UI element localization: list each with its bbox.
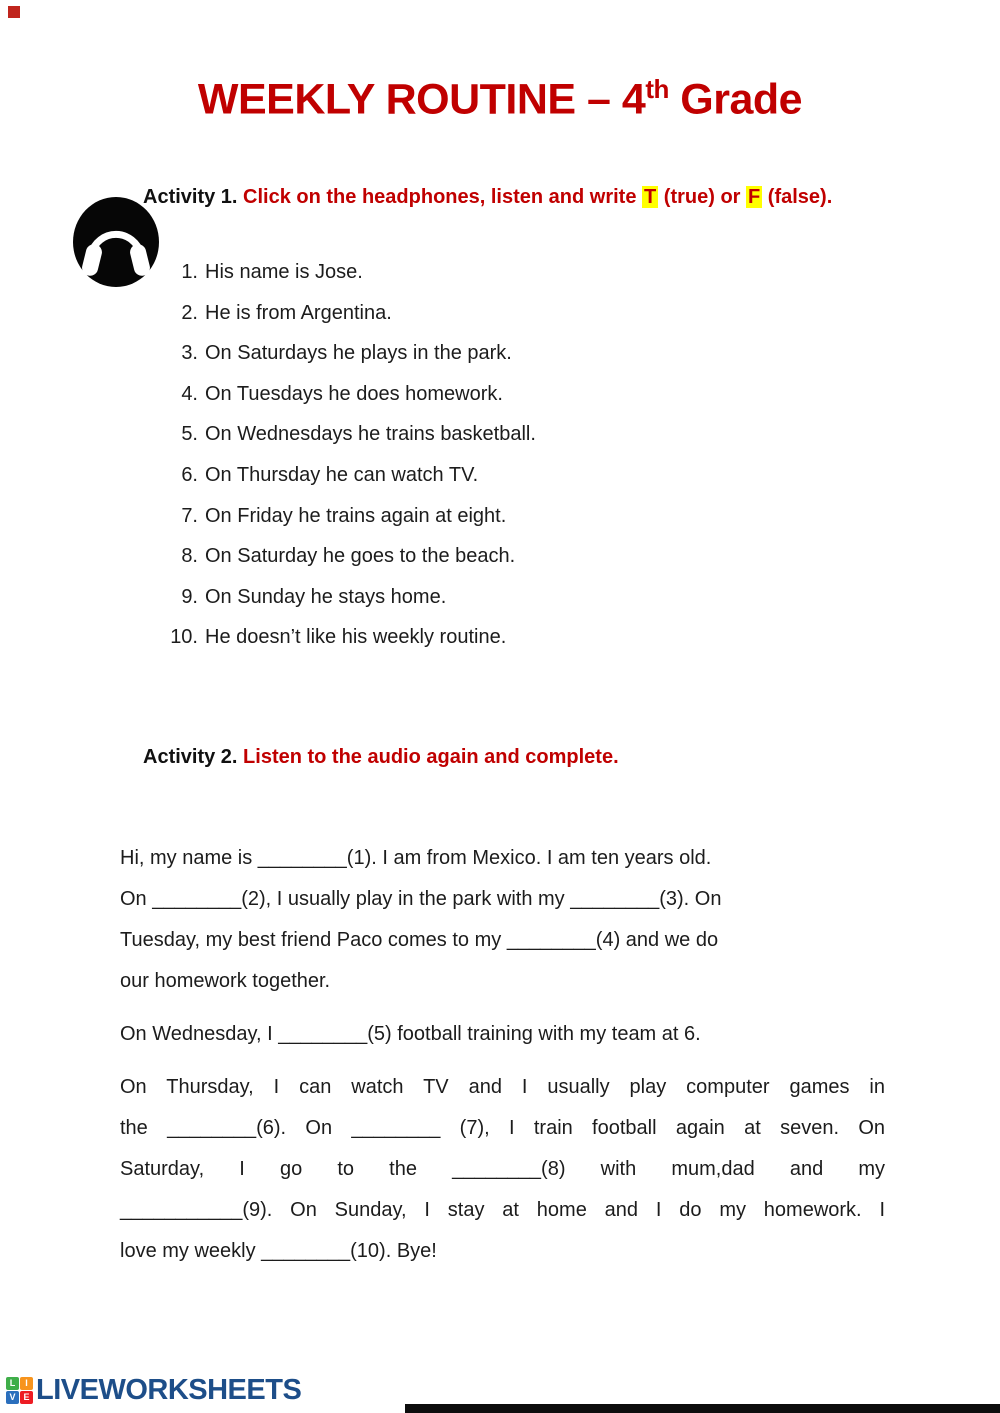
statement-number: 6. bbox=[181, 463, 198, 486]
logo-cube-i: I bbox=[20, 1377, 33, 1390]
statement-number: 1. bbox=[181, 261, 198, 283]
statement-text: On Saturdays he plays in the park. bbox=[205, 342, 512, 365]
true-letter-highlight: T bbox=[644, 186, 657, 208]
paragraph-2 bbox=[120, 1014, 885, 1055]
text-line: the ________(6). On ________ (7), I train football again at seven. On bbox=[120, 1117, 885, 1139]
statement-number: 4. bbox=[181, 382, 198, 405]
text-line: our homework together. bbox=[120, 970, 331, 992]
text-line: On Wednesday, I ________(5) football training with my team at 6. bbox=[120, 1023, 701, 1045]
title-text: WEEKLY ROUTINE – 4 bbox=[197, 75, 646, 124]
headphones-icon[interactable] bbox=[72, 196, 160, 288]
statement-text: His name is Jose. bbox=[205, 261, 363, 283]
statement-text: On Saturday he goes to the beach. bbox=[205, 545, 516, 568]
paragraph-1 bbox=[120, 838, 885, 1002]
statement-row bbox=[160, 455, 536, 496]
statement-row bbox=[160, 333, 536, 374]
paragraph-3 bbox=[120, 1067, 885, 1272]
bottom-bar bbox=[405, 1404, 1000, 1413]
activity1-instruction-post: (false). bbox=[762, 186, 833, 208]
statement-row bbox=[160, 252, 536, 293]
page-title bbox=[0, 74, 1000, 124]
liveworksheets-logo[interactable] bbox=[6, 1374, 301, 1407]
statement-text: On Tuesdays he does homework. bbox=[205, 382, 503, 405]
text-line: ___________(9). On Sunday, I stay at home and I do my homework. I bbox=[120, 1199, 885, 1221]
statement-row bbox=[160, 293, 536, 334]
statement-row bbox=[160, 496, 536, 537]
statement-text: He doesn’t like his weekly routine. bbox=[205, 626, 507, 649]
logo-cubes-icon bbox=[6, 1377, 33, 1404]
footer bbox=[6, 1374, 301, 1407]
activity1-instruction-mid: (true) or bbox=[658, 186, 747, 208]
statement-row bbox=[160, 617, 536, 658]
brand-name: LIVEWORKSHEETS bbox=[36, 1374, 302, 1406]
text-line: Hi, my name is ________(1). I am from Mexico. I am ten years old. bbox=[120, 847, 712, 869]
activity2-instruction: Listen to the audio again and complete. bbox=[243, 746, 619, 768]
statement-row bbox=[160, 577, 536, 618]
activity1-label: Activity 1. bbox=[143, 186, 238, 208]
statement-number: 2. bbox=[181, 301, 198, 324]
title-superscript: th bbox=[645, 74, 669, 104]
logo-cube-v: V bbox=[6, 1391, 19, 1404]
activity1-heading bbox=[143, 186, 832, 209]
statement-row bbox=[160, 374, 536, 415]
text-line: Saturday, I go to the ________(8) with mum,dad and my bbox=[120, 1158, 885, 1180]
statement-text: On Wednesdays he trains basketball. bbox=[205, 423, 536, 446]
statement-number: 10. bbox=[170, 626, 198, 649]
activity2-label: Activity 2. bbox=[143, 746, 238, 768]
statement-text: On Friday he trains again at eight. bbox=[205, 504, 507, 527]
statement-number: 9. bbox=[181, 585, 198, 608]
statement-number: 5. bbox=[181, 423, 198, 446]
statement-text: On Sunday he stays home. bbox=[205, 585, 447, 608]
text-line: On Thursday, I can watch TV and I usually play computer games in bbox=[120, 1076, 885, 1098]
activity1-instruction: Click on the headphones, listen and write bbox=[243, 186, 643, 208]
statement-text: He is from Argentina. bbox=[205, 301, 392, 324]
logo-cube-e: E bbox=[20, 1391, 33, 1404]
title-tail: Grade bbox=[668, 75, 803, 124]
activity1-statements bbox=[160, 252, 536, 658]
statement-text: On Thursday he can watch TV. bbox=[205, 463, 479, 486]
statement-row bbox=[160, 414, 536, 455]
false-letter-highlight: F bbox=[748, 186, 761, 208]
activity2-heading bbox=[143, 746, 619, 769]
logo-cube-l: L bbox=[6, 1377, 19, 1390]
statement-number: 7. bbox=[181, 504, 198, 527]
statement-row bbox=[160, 536, 536, 577]
text-line: love my weekly ________(10). Bye! bbox=[120, 1240, 437, 1262]
statement-number: 3. bbox=[181, 342, 198, 365]
activity2-cloze-text bbox=[120, 838, 885, 1284]
text-line: Tuesday, my best friend Paco comes to my ________(4) and we do bbox=[120, 929, 719, 951]
red-corner-mark bbox=[8, 6, 20, 18]
text-line: On ________(2), I usually play in the park with my ________(3). On bbox=[120, 888, 722, 910]
statement-number: 8. bbox=[181, 545, 198, 568]
